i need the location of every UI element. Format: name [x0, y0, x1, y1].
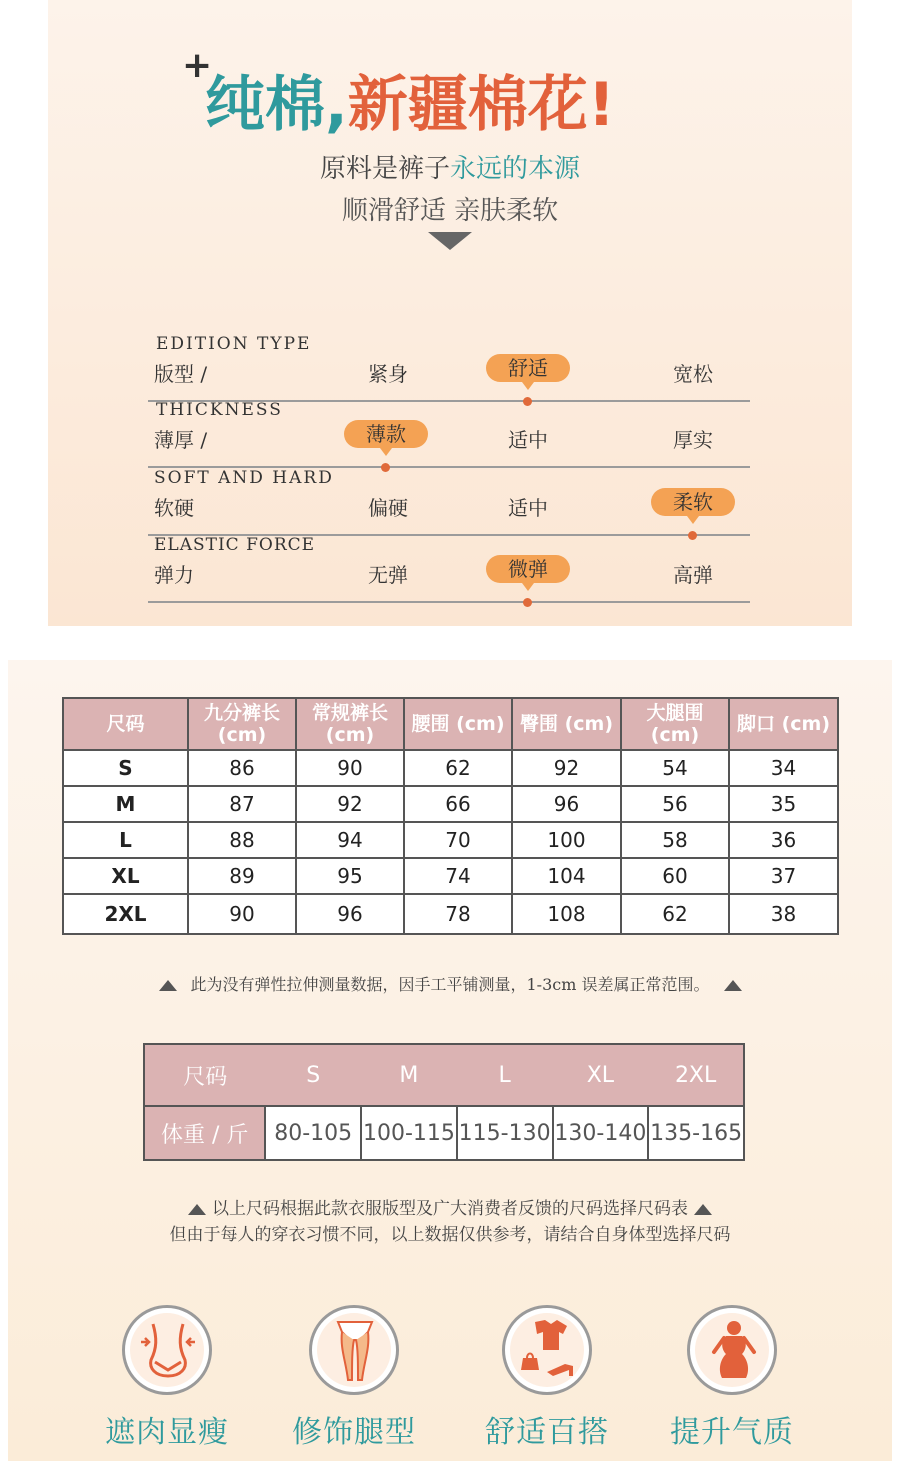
pointer-icon	[522, 382, 534, 390]
table-cell: 66	[404, 786, 512, 822]
table-row	[63, 894, 838, 934]
down-arrow-icon	[428, 232, 472, 250]
table-cell: 108	[512, 894, 621, 934]
table-header-row	[63, 698, 838, 750]
feature-temperament	[637, 1305, 827, 1451]
table-cell: 135-165	[648, 1106, 744, 1160]
table-cell: 100	[512, 822, 621, 858]
table-header-cell: 常规裤长 (cm)	[296, 698, 404, 750]
weight-size-table	[143, 1043, 745, 1161]
measurement-note	[0, 972, 900, 995]
triangle-up-icon	[188, 1204, 206, 1215]
legs-icon	[309, 1305, 399, 1395]
table-cell: 36	[729, 822, 838, 858]
table-cell: 62	[621, 894, 729, 934]
table-cell: L	[457, 1044, 553, 1106]
table-cell: XL	[63, 858, 188, 894]
measurement-note-text: 此为没有弹性拉伸测量数据，因手工平铺测量，1-3cm 误差属正常范围。	[190, 975, 710, 994]
attribute-option: 偏硬	[368, 496, 408, 520]
table-cell: L	[63, 822, 188, 858]
attribute-row-elastic	[148, 535, 750, 603]
table-cell: 92	[296, 786, 404, 822]
table-cell: 96	[296, 894, 404, 934]
table-cell: 90	[296, 750, 404, 786]
table-cell: 88	[188, 822, 296, 858]
feature-label: 遮肉显瘦	[105, 1415, 229, 1450]
feature-label: 舒适百搭	[485, 1415, 609, 1450]
figure-icon	[687, 1305, 777, 1395]
triangle-up-icon	[159, 980, 177, 991]
table-row	[63, 786, 838, 822]
table-cell: 95	[296, 858, 404, 894]
table-cell: 37	[729, 858, 838, 894]
attribute-cn: 版型 /	[154, 362, 208, 386]
attribute-row-edition	[148, 334, 750, 402]
pointer-icon	[522, 583, 534, 591]
table-cell: 96	[512, 786, 621, 822]
table-header-cell: 臀围 (cm)	[512, 698, 621, 750]
table-header-cell: 脚口 (cm)	[729, 698, 838, 750]
outfit-icon	[502, 1305, 592, 1395]
feature-slimming	[72, 1305, 262, 1451]
attribute-option: 紧身	[368, 362, 408, 386]
table-cell: 尺码	[144, 1044, 265, 1106]
table-row	[63, 750, 838, 786]
table-cell: 80-105	[265, 1106, 361, 1160]
attribute-cn: 薄厚 /	[154, 428, 208, 452]
table-cell: 94	[296, 822, 404, 858]
table-cell: S	[63, 750, 188, 786]
table-cell: 104	[512, 858, 621, 894]
waist-slim-icon	[122, 1305, 212, 1395]
table-cell: 60	[621, 858, 729, 894]
feature-versatile	[452, 1305, 642, 1451]
attribute-row-softness	[148, 468, 750, 536]
pointer-icon	[380, 448, 392, 456]
table-header-cell: 腰围 (cm)	[404, 698, 512, 750]
table-cell: M	[361, 1044, 457, 1106]
size-advice-note	[0, 1196, 900, 1248]
feature-label: 提升气质	[670, 1415, 794, 1450]
attribute-option: 高弹	[673, 563, 713, 587]
subtitle-1	[0, 148, 900, 185]
attribute-en: EDITION TYPE	[156, 334, 312, 354]
attribute-option: 适中	[508, 428, 548, 452]
table-cell: M	[63, 786, 188, 822]
table-cell: 78	[404, 894, 512, 934]
attribute-cn: 软硬	[154, 496, 194, 520]
attribute-option-selected: 舒适	[486, 354, 570, 382]
pointer-icon	[687, 516, 699, 524]
table-cell: 90	[188, 894, 296, 934]
table-header-cell: 大腿围 (cm)	[621, 698, 729, 750]
attribute-en: ELASTIC FORCE	[154, 535, 316, 555]
triangle-up-icon	[724, 980, 742, 991]
attribute-en: THICKNESS	[156, 400, 283, 420]
table-cell: 56	[621, 786, 729, 822]
table-cell: 86	[188, 750, 296, 786]
table-cell: 2XL	[63, 894, 188, 934]
table-row	[144, 1044, 744, 1106]
attribute-option: 厚实	[673, 428, 713, 452]
table-cell: 35	[729, 786, 838, 822]
triangle-up-icon	[694, 1204, 712, 1215]
table-cell: 100-115	[361, 1106, 457, 1160]
subtitle-1-prefix: 原料是裤子	[319, 154, 450, 184]
table-cell: 115-130	[457, 1106, 553, 1160]
table-cell: 34	[729, 750, 838, 786]
table-header-cell: 九分裤长 (cm)	[188, 698, 296, 750]
table-cell: 130-140	[553, 1106, 649, 1160]
attribute-scale-line	[148, 601, 750, 603]
table-cell: 58	[621, 822, 729, 858]
size-advice-line-1: 以上尺码根据此款衣服版型及广大消费者反馈的尺码选择尺码表	[212, 1199, 688, 1219]
plus-mark: +	[182, 45, 213, 86]
table-cell: 92	[512, 750, 621, 786]
table-cell: 74	[404, 858, 512, 894]
size-measurement-table	[62, 697, 839, 935]
table-cell: 2XL	[648, 1044, 744, 1106]
headline-part-a: 纯棉,	[205, 70, 348, 140]
table-cell: S	[265, 1044, 361, 1106]
headline	[205, 70, 615, 140]
table-row	[144, 1106, 744, 1160]
attribute-option: 适中	[508, 496, 548, 520]
headline-part-b: 新疆棉花!	[347, 70, 616, 140]
table-row	[63, 858, 838, 894]
subtitle-1-highlight: 永远的本源	[450, 154, 581, 184]
table-cell: 38	[729, 894, 838, 934]
attribute-row-thickness	[148, 400, 750, 468]
attribute-option: 无弹	[368, 563, 408, 587]
attribute-option-selected: 微弹	[486, 555, 570, 583]
attribute-cn: 弹力	[154, 563, 194, 587]
table-row	[63, 822, 838, 858]
attribute-option: 宽松	[673, 362, 713, 386]
feature-leg-shaping	[259, 1305, 449, 1451]
attribute-en: SOFT AND HARD	[154, 468, 334, 488]
table-cell: 87	[188, 786, 296, 822]
table-cell: 54	[621, 750, 729, 786]
table-cell: 89	[188, 858, 296, 894]
table-cell: 体重 / 斤	[144, 1106, 265, 1160]
table-cell: XL	[553, 1044, 649, 1106]
attribute-option-selected: 薄款	[344, 420, 428, 448]
table-cell: 70	[404, 822, 512, 858]
attribute-option-selected: 柔软	[651, 488, 735, 516]
size-advice-line-2: 但由于每人的穿衣习惯不同，以上数据仅供参考，请结合自身体型选择尺码	[169, 1225, 731, 1245]
feature-label: 修饰腿型	[292, 1415, 416, 1450]
subtitle-2: 顺滑舒适 亲肤柔软	[341, 196, 559, 226]
table-header-cell: 尺码	[63, 698, 188, 750]
table-cell: 62	[404, 750, 512, 786]
attribute-marker-dot	[523, 598, 532, 607]
